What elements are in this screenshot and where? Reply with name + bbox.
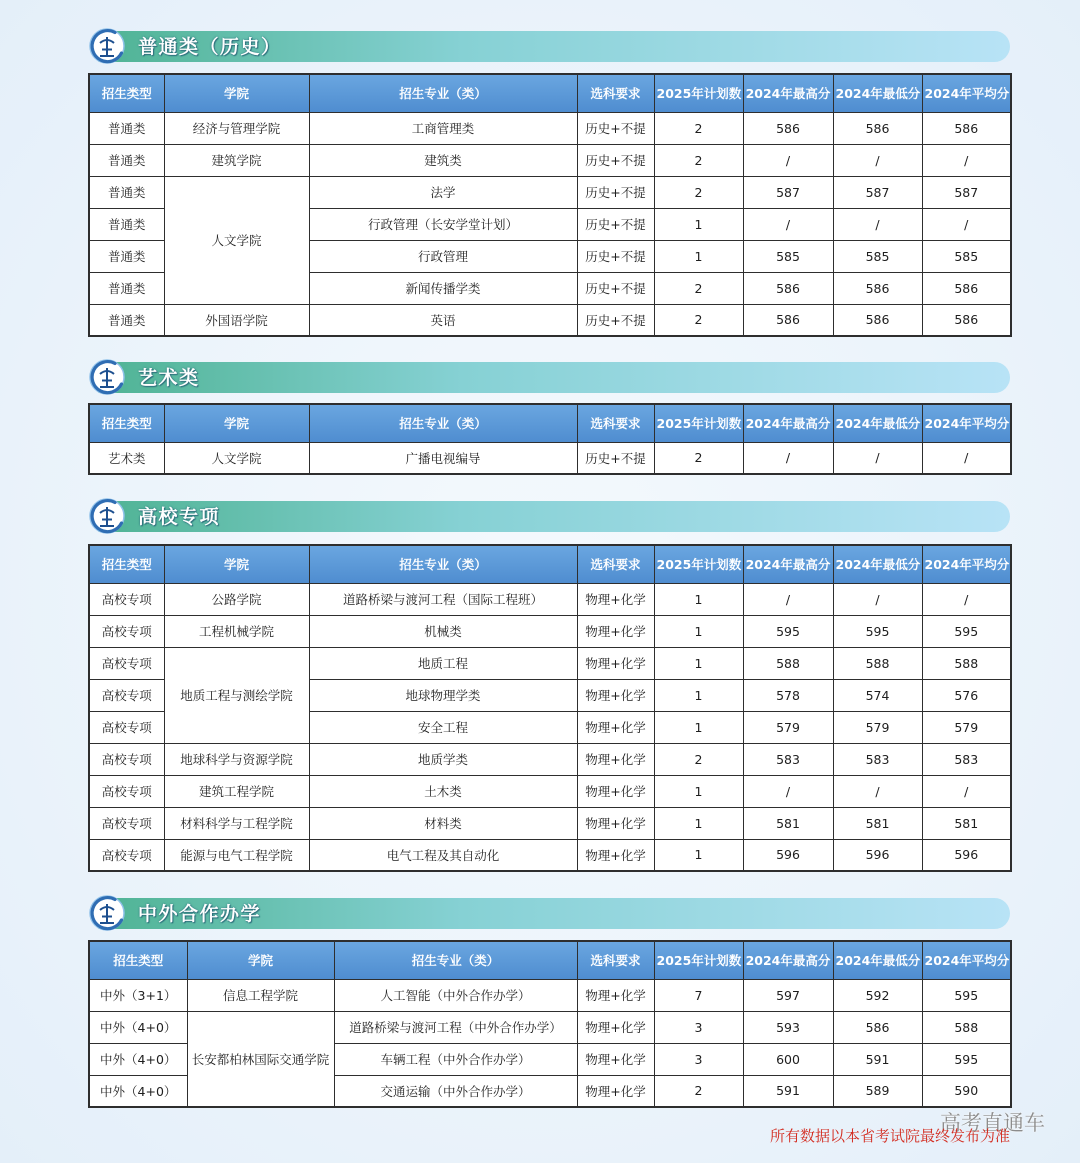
header-avg-score-2024: 2024年平均分: [922, 74, 1011, 112]
table-row: [89, 144, 1011, 176]
college-cell: 经济与管理学院: [164, 112, 309, 144]
college-cell: 地球科学与资源学院: [164, 743, 309, 775]
header-min-score-2024: 2024年最低分: [833, 545, 922, 583]
max-score-2024-cell: 579: [743, 711, 833, 743]
subject-requirement-cell: 历史+不提: [577, 442, 654, 474]
admission-type-cell: 普通类: [89, 272, 164, 304]
major-cell: 电气工程及其自动化: [309, 839, 577, 871]
college-cell: 材料科学与工程学院: [164, 807, 309, 839]
avg-score-2024-cell: /: [922, 208, 1011, 240]
header-subject-requirement: 选科要求: [577, 74, 654, 112]
header-avg-score-2024: 2024年平均分: [922, 545, 1011, 583]
college-cell: 人文学院: [164, 176, 309, 304]
subject-requirement-cell: 物理+化学: [577, 807, 654, 839]
major-cell: 行政管理: [309, 240, 577, 272]
plan-2025-cell: 1: [654, 208, 743, 240]
college-cell: 长安都柏林国际交通学院: [187, 1011, 334, 1107]
major-cell: 法学: [309, 176, 577, 208]
max-score-2024-cell: 581: [743, 807, 833, 839]
plan-2025-cell: 2: [654, 743, 743, 775]
subject-requirement-cell: 物理+化学: [577, 711, 654, 743]
admission-table-art: [88, 403, 1012, 475]
table-header-row: [89, 404, 1011, 442]
min-score-2024-cell: /: [833, 583, 922, 615]
section-banner-art: [88, 358, 1010, 396]
avg-score-2024-cell: /: [922, 583, 1011, 615]
header-major: 招生专业（类）: [309, 74, 577, 112]
max-score-2024-cell: 588: [743, 647, 833, 679]
max-score-2024-cell: 596: [743, 839, 833, 871]
plan-2025-cell: 3: [654, 1043, 743, 1075]
table-row: [89, 1011, 1011, 1043]
admission-type-cell: 高校专项: [89, 839, 164, 871]
plan-2025-cell: 2: [654, 1075, 743, 1107]
college-cell: 建筑工程学院: [164, 775, 309, 807]
table-row: [89, 743, 1011, 775]
min-score-2024-cell: 588: [833, 647, 922, 679]
max-score-2024-cell: 583: [743, 743, 833, 775]
table-row: [89, 775, 1011, 807]
table-header-row: [89, 941, 1011, 979]
max-score-2024-cell: 587: [743, 176, 833, 208]
header-major: 招生专业（类）: [334, 941, 577, 979]
header-college: 学院: [164, 74, 309, 112]
min-score-2024-cell: 595: [833, 615, 922, 647]
table-row: [89, 647, 1011, 679]
major-cell: 人工智能（中外合作办学）: [334, 979, 577, 1011]
subject-requirement-cell: 历史+不提: [577, 112, 654, 144]
subject-requirement-cell: 物理+化学: [577, 583, 654, 615]
admission-type-cell: 高校专项: [89, 711, 164, 743]
table-row: [89, 979, 1011, 1011]
min-score-2024-cell: /: [833, 208, 922, 240]
avg-score-2024-cell: 579: [922, 711, 1011, 743]
min-score-2024-cell: 583: [833, 743, 922, 775]
major-cell: 材料类: [309, 807, 577, 839]
max-score-2024-cell: 586: [743, 272, 833, 304]
plan-2025-cell: 1: [654, 775, 743, 807]
college-cell: 外国语学院: [164, 304, 309, 336]
avg-score-2024-cell: 595: [922, 979, 1011, 1011]
min-score-2024-cell: 586: [833, 112, 922, 144]
table-row: [89, 615, 1011, 647]
avg-score-2024-cell: /: [922, 144, 1011, 176]
subject-requirement-cell: 物理+化学: [577, 647, 654, 679]
subject-requirement-cell: 历史+不提: [577, 208, 654, 240]
watermark: 高考直通车: [940, 1111, 1045, 1135]
plan-2025-cell: 1: [654, 240, 743, 272]
min-score-2024-cell: 586: [833, 1011, 922, 1043]
college-cell: 地质工程与测绘学院: [164, 647, 309, 743]
admission-type-cell: 中外（4+0）: [89, 1011, 187, 1043]
min-score-2024-cell: 592: [833, 979, 922, 1011]
plan-2025-cell: 7: [654, 979, 743, 1011]
min-score-2024-cell: 591: [833, 1043, 922, 1075]
max-score-2024-cell: 591: [743, 1075, 833, 1107]
subject-requirement-cell: 物理+化学: [577, 679, 654, 711]
section-title: 高校专项: [138, 506, 221, 528]
major-cell: 道路桥梁与渡河工程（国际工程班）: [309, 583, 577, 615]
table-row: [89, 583, 1011, 615]
major-cell: 安全工程: [309, 711, 577, 743]
admission-table-general-history: [88, 73, 1012, 337]
table-body: [89, 112, 1011, 336]
subject-requirement-cell: 物理+化学: [577, 1043, 654, 1075]
subject-requirement-cell: 物理+化学: [577, 979, 654, 1011]
plan-2025-cell: 1: [654, 679, 743, 711]
admission-type-cell: 高校专项: [89, 807, 164, 839]
admission-table-special-program: [88, 544, 1012, 872]
plan-2025-cell: 1: [654, 583, 743, 615]
header-max-score-2024: 2024年最高分: [743, 404, 833, 442]
major-cell: 广播电视编导: [309, 442, 577, 474]
header-plan-2025: 2025年计划数: [654, 545, 743, 583]
table-row: [89, 112, 1011, 144]
avg-score-2024-cell: 586: [922, 304, 1011, 336]
max-score-2024-cell: /: [743, 442, 833, 474]
subject-requirement-cell: 物理+化学: [577, 615, 654, 647]
min-score-2024-cell: 586: [833, 272, 922, 304]
avg-score-2024-cell: 588: [922, 647, 1011, 679]
admission-type-cell: 高校专项: [89, 679, 164, 711]
subject-requirement-cell: 物理+化学: [577, 839, 654, 871]
avg-score-2024-cell: 576: [922, 679, 1011, 711]
plan-2025-cell: 1: [654, 711, 743, 743]
subject-requirement-cell: 历史+不提: [577, 272, 654, 304]
header-subject-requirement: 选科要求: [577, 404, 654, 442]
table-head: [89, 74, 1011, 112]
header-max-score-2024: 2024年最高分: [743, 941, 833, 979]
admission-type-cell: 普通类: [89, 112, 164, 144]
major-cell: 地质工程: [309, 647, 577, 679]
table-row: [89, 176, 1011, 208]
min-score-2024-cell: 585: [833, 240, 922, 272]
college-cell: 公路学院: [164, 583, 309, 615]
banner-bar: [98, 501, 1010, 532]
admission-type-cell: 高校专项: [89, 647, 164, 679]
header-subject-requirement: 选科要求: [577, 545, 654, 583]
min-score-2024-cell: 587: [833, 176, 922, 208]
header-min-score-2024: 2024年最低分: [833, 941, 922, 979]
avg-score-2024-cell: 581: [922, 807, 1011, 839]
max-score-2024-cell: /: [743, 583, 833, 615]
college-cell: 能源与电气工程学院: [164, 839, 309, 871]
avg-score-2024-cell: 587: [922, 176, 1011, 208]
plan-2025-cell: 2: [654, 442, 743, 474]
header-subject-requirement: 选科要求: [577, 941, 654, 979]
avg-score-2024-cell: 596: [922, 839, 1011, 871]
header-min-score-2024: 2024年最低分: [833, 404, 922, 442]
admission-type-cell: 高校专项: [89, 775, 164, 807]
subject-requirement-cell: 历史+不提: [577, 304, 654, 336]
max-score-2024-cell: 597: [743, 979, 833, 1011]
header-major: 招生专业（类）: [309, 545, 577, 583]
admission-type-cell: 普通类: [89, 176, 164, 208]
admission-type-cell: 普通类: [89, 240, 164, 272]
max-score-2024-cell: 586: [743, 112, 833, 144]
min-score-2024-cell: 574: [833, 679, 922, 711]
admission-type-cell: 普通类: [89, 208, 164, 240]
plan-2025-cell: 2: [654, 144, 743, 176]
admission-table-joint-program: [88, 940, 1012, 1108]
header-admission-type: 招生类型: [89, 404, 164, 442]
university-logo-icon: [88, 894, 126, 932]
min-score-2024-cell: 581: [833, 807, 922, 839]
admission-type-cell: 中外（4+0）: [89, 1043, 187, 1075]
table-row: [89, 807, 1011, 839]
admission-type-cell: 高校专项: [89, 615, 164, 647]
avg-score-2024-cell: 590: [922, 1075, 1011, 1107]
min-score-2024-cell: /: [833, 144, 922, 176]
header-max-score-2024: 2024年最高分: [743, 74, 833, 112]
min-score-2024-cell: /: [833, 442, 922, 474]
max-score-2024-cell: /: [743, 208, 833, 240]
college-cell: 建筑学院: [164, 144, 309, 176]
section-banner-joint-program: [88, 894, 1010, 932]
plan-2025-cell: 3: [654, 1011, 743, 1043]
admission-type-cell: 中外（3+1）: [89, 979, 187, 1011]
header-college: 学院: [164, 545, 309, 583]
avg-score-2024-cell: /: [922, 442, 1011, 474]
table-body: [89, 979, 1011, 1107]
subject-requirement-cell: 物理+化学: [577, 1011, 654, 1043]
disclaimer-note: 所有数据以本省考试院最终发布为准: [769, 1127, 1010, 1145]
table-head: [89, 545, 1011, 583]
header-major: 招生专业（类）: [309, 404, 577, 442]
plan-2025-cell: 1: [654, 807, 743, 839]
subject-requirement-cell: 物理+化学: [577, 775, 654, 807]
admission-type-cell: 高校专项: [89, 583, 164, 615]
plan-2025-cell: 1: [654, 647, 743, 679]
max-score-2024-cell: /: [743, 775, 833, 807]
subject-requirement-cell: 历史+不提: [577, 240, 654, 272]
college-cell: 人文学院: [164, 442, 309, 474]
subject-requirement-cell: 历史+不提: [577, 144, 654, 176]
plan-2025-cell: 2: [654, 272, 743, 304]
max-score-2024-cell: 600: [743, 1043, 833, 1075]
plan-2025-cell: 2: [654, 112, 743, 144]
section-title: 艺术类: [138, 367, 200, 389]
table-body: [89, 442, 1011, 474]
header-avg-score-2024: 2024年平均分: [922, 404, 1011, 442]
major-cell: 工商管理类: [309, 112, 577, 144]
max-score-2024-cell: 595: [743, 615, 833, 647]
max-score-2024-cell: /: [743, 144, 833, 176]
university-logo-icon: [88, 497, 126, 535]
plan-2025-cell: 1: [654, 839, 743, 871]
table-row: [89, 304, 1011, 336]
header-avg-score-2024: 2024年平均分: [922, 941, 1011, 979]
table-row: [89, 442, 1011, 474]
admission-type-cell: 中外（4+0）: [89, 1075, 187, 1107]
major-cell: 地球物理学类: [309, 679, 577, 711]
major-cell: 地质学类: [309, 743, 577, 775]
header-admission-type: 招生类型: [89, 941, 187, 979]
section-banner-general-history: [88, 27, 1010, 65]
avg-score-2024-cell: 588: [922, 1011, 1011, 1043]
major-cell: 道路桥梁与渡河工程（中外合作办学）: [334, 1011, 577, 1043]
header-plan-2025: 2025年计划数: [654, 941, 743, 979]
avg-score-2024-cell: /: [922, 775, 1011, 807]
plan-2025-cell: 2: [654, 176, 743, 208]
table-row: [89, 839, 1011, 871]
major-cell: 新闻传播学类: [309, 272, 577, 304]
subject-requirement-cell: 物理+化学: [577, 1075, 654, 1107]
subject-requirement-cell: 物理+化学: [577, 743, 654, 775]
header-plan-2025: 2025年计划数: [654, 404, 743, 442]
min-score-2024-cell: 589: [833, 1075, 922, 1107]
college-cell: 信息工程学院: [187, 979, 334, 1011]
plan-2025-cell: 2: [654, 304, 743, 336]
admission-type-cell: 艺术类: [89, 442, 164, 474]
avg-score-2024-cell: 585: [922, 240, 1011, 272]
major-cell: 交通运输（中外合作办学）: [334, 1075, 577, 1107]
avg-score-2024-cell: 583: [922, 743, 1011, 775]
header-admission-type: 招生类型: [89, 545, 164, 583]
admission-type-cell: 高校专项: [89, 743, 164, 775]
avg-score-2024-cell: 595: [922, 1043, 1011, 1075]
max-score-2024-cell: 586: [743, 304, 833, 336]
major-cell: 机械类: [309, 615, 577, 647]
max-score-2024-cell: 585: [743, 240, 833, 272]
table-body: [89, 583, 1011, 871]
university-logo-icon: [88, 358, 126, 396]
avg-score-2024-cell: 595: [922, 615, 1011, 647]
major-cell: 行政管理（长安学堂计划）: [309, 208, 577, 240]
table-head: [89, 941, 1011, 979]
section-title: 中外合作办学: [138, 903, 262, 925]
max-score-2024-cell: 578: [743, 679, 833, 711]
min-score-2024-cell: 579: [833, 711, 922, 743]
university-logo-icon: [88, 27, 126, 65]
major-cell: 车辆工程（中外合作办学）: [334, 1043, 577, 1075]
major-cell: 英语: [309, 304, 577, 336]
major-cell: 土木类: [309, 775, 577, 807]
min-score-2024-cell: 586: [833, 304, 922, 336]
banner-bar: [98, 362, 1010, 393]
section-title: 普通类（历史）: [138, 36, 282, 58]
max-score-2024-cell: 593: [743, 1011, 833, 1043]
header-max-score-2024: 2024年最高分: [743, 545, 833, 583]
header-college: 学院: [164, 404, 309, 442]
avg-score-2024-cell: 586: [922, 272, 1011, 304]
header-admission-type: 招生类型: [89, 74, 164, 112]
min-score-2024-cell: /: [833, 775, 922, 807]
plan-2025-cell: 1: [654, 615, 743, 647]
table-header-row: [89, 74, 1011, 112]
table-header-row: [89, 545, 1011, 583]
min-score-2024-cell: 596: [833, 839, 922, 871]
admission-type-cell: 普通类: [89, 144, 164, 176]
major-cell: 建筑类: [309, 144, 577, 176]
table-head: [89, 404, 1011, 442]
admission-type-cell: 普通类: [89, 304, 164, 336]
header-plan-2025: 2025年计划数: [654, 74, 743, 112]
section-banner-special-program: [88, 497, 1010, 535]
header-college: 学院: [187, 941, 334, 979]
college-cell: 工程机械学院: [164, 615, 309, 647]
header-min-score-2024: 2024年最低分: [833, 74, 922, 112]
subject-requirement-cell: 历史+不提: [577, 176, 654, 208]
avg-score-2024-cell: 586: [922, 112, 1011, 144]
